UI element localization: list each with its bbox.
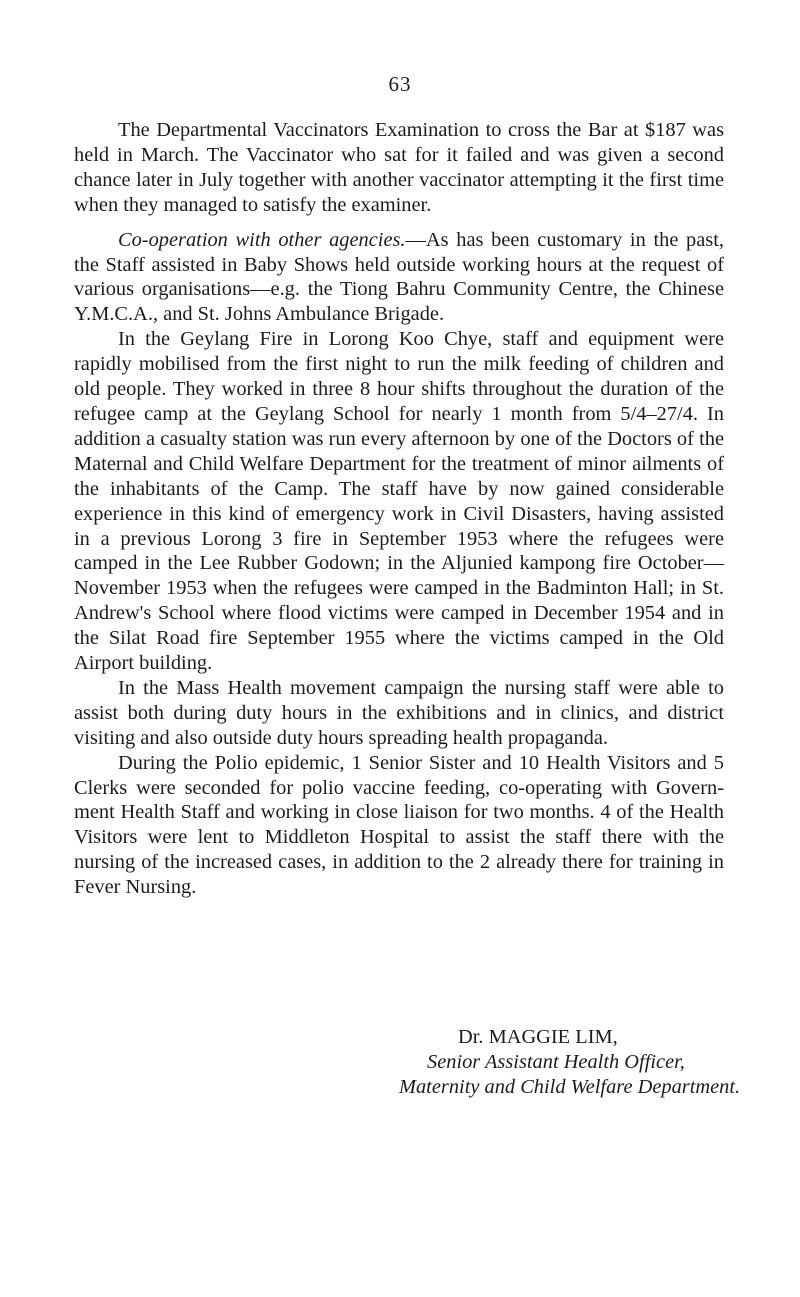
body-text bbox=[74, 118, 724, 900]
page-number: 63 bbox=[388, 72, 412, 96]
signatory-title: Senior Assistant Health Officer, bbox=[427, 1051, 685, 1073]
section-heading-co-operation: Co-operation with other agencies. bbox=[118, 228, 406, 251]
paragraph-polio-epidemic: During the Polio epidemic, 1 Senior Sister and 10 Health Visitors and 5 Clerks were seconded for polio vaccine feeding, co-operating with Govern-ment Health Staff and working in close liaison for two months. 4 of the Health Visitors were lent to Middleton Hospital to assist the staff there with the nursing of the increased cases, in addition to the 2 already there for training in Fever Nursing. bbox=[74, 751, 724, 899]
paragraph-vaccinators-exam: The Departmental Vaccinators Examination to cross the Bar at $187 was held in March. The Vaccinator who sat for it failed and was given a second chance later in July together with another vaccinator attempting it the first time when they managed to satisfy the examiner. bbox=[74, 119, 724, 216]
paragraph-geylang-fire: In the Geylang Fire in Lorong Koo Chye, staff and equipment were rapidly mobilised from the first night to run the milk feeding of children and old people. They worked in three 8 hour shifts throughout the duration of the refugee camp at the Geylang School for nearly 1 month from 5/4–27/4. In addition a casualty station was run every afternoon by one of the Doctors of the Maternal and Child Welfare Department for the treatment of minor ailments of the inhabitants of the Camp. The staff have by now gained considerable experience in this kind of emergency work in Civil Disasters, having assisted in a previous Lorong 3 fire in September 1953 where the refugees were camped in the Lee Rubber Godown; in the Aljunied kampong fire October—November 1953 when the refugees were camped in the Badminton Hall; in St. Andrew's School where flood victims were camped in December 1954 and in the Silat Road fire September 1955 where the victims camped in the Old Airport building. bbox=[74, 328, 724, 675]
signatory-name: Dr. MAGGIE LIM, bbox=[458, 1026, 618, 1048]
paragraph-co-operation-text: —As has been customary in the past, the Staff assisted in Baby Shows held outside working hours at the request of various organisations—e.g. the Tiong Bahru Community Centre, the Chinese Y.M.C.A., and St. Johns Ambulance Brigade. bbox=[74, 228, 724, 326]
signatory-department: Maternity and Child Welfare Department. bbox=[399, 1076, 741, 1098]
paragraph-co-operation bbox=[74, 228, 724, 328]
paragraph-mass-health: In the Mass Health movement campaign the nursing staff were able to assist both during duty hours in the exhibitions and in clinics, and district visiting and also outside duty hours spreading health propaganda. bbox=[74, 676, 724, 749]
